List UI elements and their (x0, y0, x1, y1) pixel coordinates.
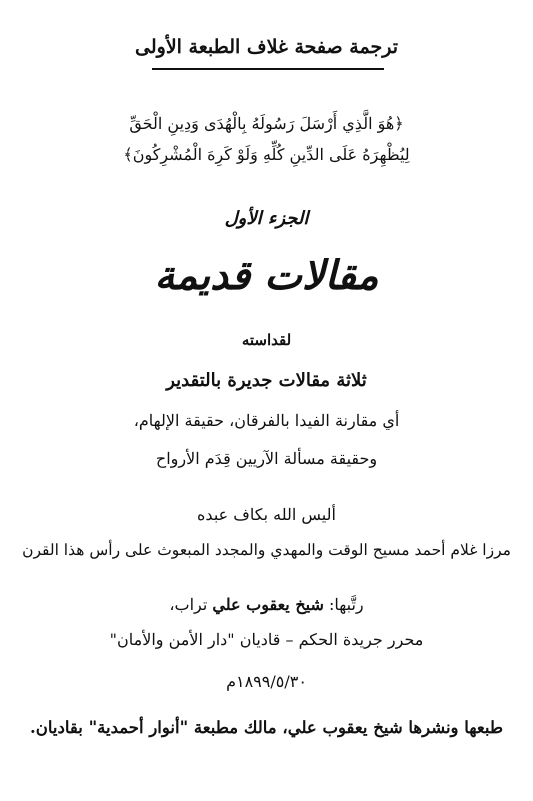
author-intro: لقداسته (241, 331, 292, 349)
book-title: مقالات قديمة (154, 252, 379, 299)
description-line-1: أي مقارنة الفيدا بالفرقان، حقيقة الإلهام، (133, 411, 400, 430)
compiler-prefix: رتَّبها: (323, 595, 364, 614)
author-name: مرزا غلام أحمد مسيح الوقت والمهدي والمجدد المبعوث على رأس هذا القرن (22, 541, 511, 559)
subtitle: ثلاثة مقالات جديرة بالتقدير (166, 370, 367, 391)
publication-date: ١٨٩٩/٥/٣٠م (226, 672, 307, 691)
compiler-line (0, 595, 533, 614)
printer-line: طبعها ونشرها شيخ يعقوب علي، مالك مطبعة "أنوار أحمدية" بقاديان. (30, 718, 503, 737)
description-line-2: وحقيقة مسألة الآريين قِدَم الأرواح (155, 449, 378, 468)
motto: أليس الله بكاف عبده (197, 505, 336, 524)
editor-line: محرر جريدة الحكم – قاديان "دار الأمن والأمان" (109, 630, 424, 649)
part-label: الجزء الأول (224, 208, 309, 229)
compiler-name: شيخ يعقوب علي (212, 595, 324, 614)
compiler-suffix: تراب، (169, 595, 213, 614)
heading-underline (152, 68, 384, 70)
verse-line-1: ﴿هُوَ الَّذِي أَرْسَلَ رَسُولَهُ بِالْهُدَى وَدِينِ الْحَقِّ (129, 114, 404, 133)
verse-line-2: لِيُظْهِرَهُ عَلَى الدِّينِ كُلِّهِ وَلَوْ كَرِهَ الْمُشْرِكُونَ﴾ (123, 145, 410, 164)
page-heading: ترجمة صفحة غلاف الطبعة الأولى (135, 36, 398, 58)
